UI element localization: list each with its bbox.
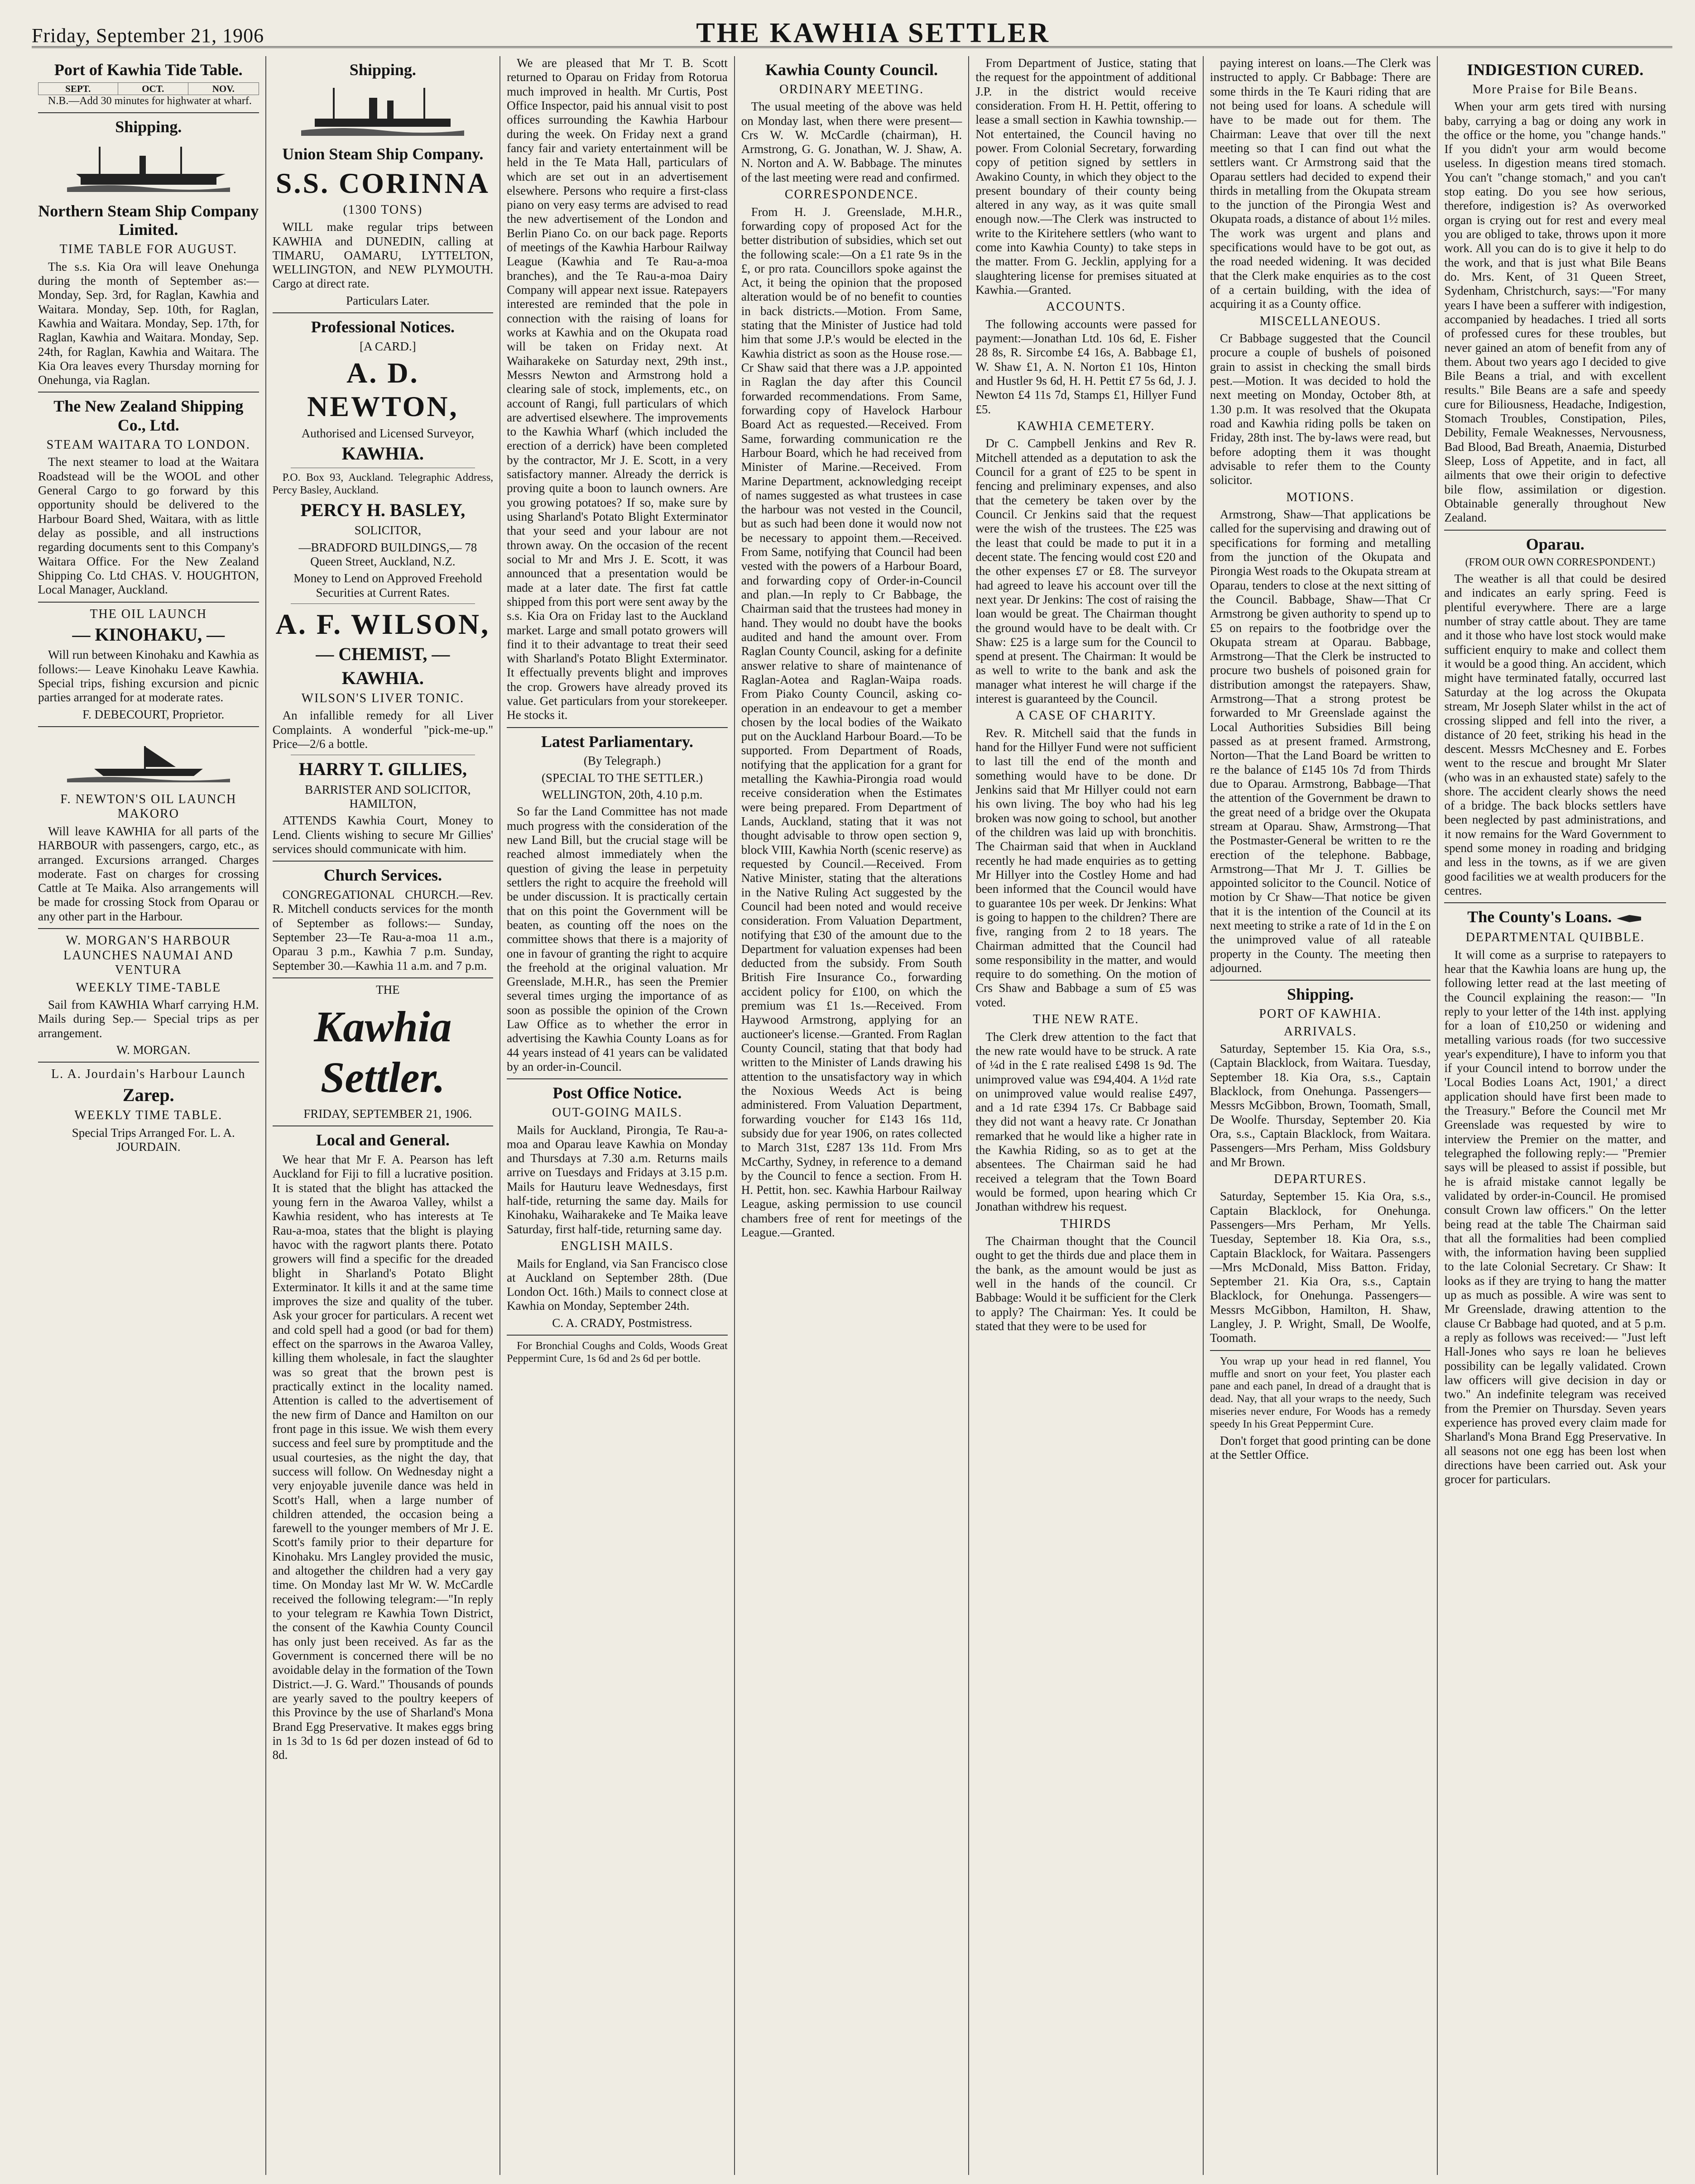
column-6 (1204, 56, 1438, 2175)
jourdain-title: L. A. Jourdain's Harbour Launch (51, 1067, 246, 1082)
county-loans-subtitle: DEPARTMENTAL QUIBBLE. (1465, 930, 1645, 945)
divider (1210, 1350, 1431, 1351)
divider (273, 861, 494, 862)
column-5 (969, 56, 1204, 2175)
morgan-launch-title: W. MORGAN'S HARBOUR LAUNCHES NAUMAI AND VENTURA (63, 934, 234, 977)
column-1 (32, 56, 266, 2175)
column-2 (266, 56, 501, 2175)
professional-notices-title: Professional Notices. (311, 318, 455, 336)
new-rate-body: The Clerk drew attention to the fact that the new rate would have to be struck. A rate of ¼d in the £ rate realised £498 1s 9d. The unimproved value was £94,404. A 1½d rate on unimproved value would realise £497, and a 1d rate £394 17s. Cr Babbage said they did not want a heavy rate. Cr Jonathan remarked that he would like a higher rate in the Kawhia Riding, so as to get at the absentees. The Chairman said he had received a telegram that the Town Board would be formed, upon hearing which Cr Jonathan withdrew his request. (975, 1030, 1196, 1214)
column-3 (500, 56, 735, 2175)
county-loans-title (1444, 908, 1666, 928)
tide-table-title: Port of Kawhia Tide Table. (54, 61, 243, 79)
council-title: Kawhia County Council. (765, 61, 938, 79)
indigestion-subtitle: More Praise for Bile Beans. (1472, 82, 1638, 96)
nameplate-date: FRIDAY, SEPTEMBER 21, 1906. (303, 1106, 472, 1121)
newton-launch-title: F. NEWTON'S OIL LAUNCH MAKORO (60, 792, 237, 821)
accounts-heading: ACCOUNTS. (1046, 300, 1126, 314)
divider (38, 392, 259, 393)
basley-role: SOLICITOR, (354, 523, 421, 537)
council-subtitle: ORDINARY MEETING. (779, 82, 924, 96)
morgan-body: Sail from KAWHIA Wharf carrying H.M. Mails during Sep.— Special trips as per arrangement. (38, 997, 259, 1040)
jourdain-launch-name: Zarep. (122, 1084, 174, 1105)
parliamentary-special: (SPECIAL TO THE SETTLER.) (541, 771, 703, 785)
launch-illustration (67, 733, 230, 787)
wilson-name: A. F. WILSON, (275, 608, 490, 640)
post-office-title: Post Office Notice. (552, 1084, 682, 1102)
basley-name: PERCY H. BASLEY, (300, 499, 466, 520)
english-mails-title: ENGLISH MAILS. (561, 1239, 674, 1254)
charity-heading: A CASE OF CHARITY. (1015, 709, 1157, 723)
basley-address: —BRADFORD BUILDINGS,— 78 Queen Street, Auckland, N.Z. (298, 540, 477, 568)
misc-heading: MISCELLANEOUS. (1259, 314, 1381, 328)
english-mails-body: Mails for England, via San Francisco close at Auckland on September 28th. (Due London Oct. 16th.) Mails to connect close at Kawhia on Monday, September 24th. (507, 1256, 728, 1313)
pointing-hand-icon (1616, 910, 1643, 928)
divider (38, 112, 259, 113)
jourdain-timetable-heading: WEEKLY TIME TABLE. (74, 1108, 223, 1123)
arrivals-body: Saturday, September 15. Kia Ora, s.s., (Captain Blacklock, from Waitara. Tuesday, September 18. Kia Ora, s.s., Captain Blacklock, from Onehunga. Passengers—Messrs McGibbon, Brown, Toomath, Small, De Woolfe. Thursday, September 20. Kia Ora, s.s., Captain Blacklock, from Waitara. Passengers—Mrs Perham, Miss Goldsbury and Mr Brown. (1210, 1042, 1431, 1169)
shipping-title: Shipping. (349, 61, 416, 79)
corinna-body: WILL make regular trips between KAWHIA and DUNEDIN, calling at TIMARU, OAMARU, LYTTELTON, WELLINGTON, and NEW PLYMOUTH. Cargo at direct rate. (272, 220, 494, 291)
divider (1444, 902, 1666, 903)
corinna-particulars: Particulars Later. (346, 293, 430, 307)
wilson-role: — CHEMIST, — (316, 644, 450, 665)
oparau-body: The weather is all that could be desired and indicates an early spring. Feed is plentiful everywhere. There are a large number of stray cattle about. They are tame and it those who have lost stock would make sufficient enquiry to make and collect them it would be a good thing. An accident, which might have terminated fatally, occurred last Saturday at the log across the Okupata stream, Mr Joseph Slater whilst in the act of crossing slipped and fell into the river, a distance of 20 feet, striking his head in the descent. Messrs McChesney and E. Forbes went to the rescue and brought Mr Slater (who was in an exhausted state) safely to the shore. The accident clearly shows the need of a bridge. The back blocks settlers have been neglected by past administrations, and it now remains for the Ward Government to spend some money in roading and bridging and less in the towns, as if we are given good facilities we at wealth producers for the centres. (1444, 572, 1666, 898)
column-4 (735, 56, 970, 2175)
wilson-body: An infallible remedy for all Liver Complaints. A wonderful "pick-me-up." Price—2/6 a bottle. (272, 709, 494, 751)
parliamentary-body: So far the Land Committee has not made much progress with the consideration of the new Land Bill, but the crucial stage will be reached almost immediately when the question of giving the lease in perpetuity settlers the right to acquire the freehold will be under discussion. It is practically certain that on this point the Government will be beaten, as counting off the noes on the committee shows that there is a majority of one in favour of granting the right to acquire the freehold at the original valuation. Mr Greenslade, M.H.R., has seen the Premier several times urging the importance of as soon as possible the opinion of the Crown Law Office as to whether the error in advertising the Kawhia County Loans as for 44 years instead of 41 years can be validated by an order-in-Council. (507, 805, 728, 1073)
gillies-body: ATTENDS Kawhia Court, Money to Lend. Clients wishing to secure Mr Gillies' services should communicate with him. (272, 814, 494, 856)
jourdain-footer: Special Trips Arranged For. L. A. JOURDAIN. (72, 1126, 235, 1154)
arrivals-heading: ARRIVALS. (1283, 1024, 1357, 1039)
cemetery-body: Dr C. Campbell Jenkins and Rev R. Mitchell attended as a deputation to ask the Council for a grant of £25 to be spent in fencing and preliminary expenses, and also that the cemetery be taken over by the Council. Cr Jenkins said that the request were the wish of the trustees. The £25 was the least that could be made to put it in a decent state. The fencing would cost £20 and the other expenses £7 or £8. The surveyor had agreed to leave his account over till the next year. Dr Jenkins: The cost of raising the loan would be great. The Chairman thought the ground would have to be dealt with. Cr Shaw: £25 is a large sum for the Council to spend at present. The Chairman: It would be as well to write to the bank and ask the manager what interest he will charge if the interest is guaranteed by the Council. (975, 436, 1196, 706)
nss-company-name: Northern Steam Ship Company Limited. (38, 201, 259, 239)
post-office-subtitle: OUT-GOING MAILS. (552, 1106, 682, 1120)
parliamentary-dateline: WELLINGTON, 20th, 4.10 p.m. (542, 788, 703, 802)
local-news-body: We are pleased that Mr T. B. Scott returned to Oparau on Friday from Rotorua much improved in health. Mr Curtis, Post Office Inspector, paid his annual visit to post offices surrounding the Kawhia Harbour during the week. On Friday next a grand fancy fair and variety entertainment will be held in the Te Mata Hall, particulars of which are set out in an advertisement elsewhere. Persons who require a first-class piano on very easy terms are advised to read the new advertisement of the London and Berlin Piano Co. on our back page. Reports of meetings of the Kawhia Harbour Railway League (Kawhia and Te Rau-a-moa branches), and the Te Rau-a-moa Dairy Company will appear next issue. Ratepayers interested are reminded that the pole in connection with the raising of loans for works at Kawhia and on the Okupata road will be taken on Friday next. At Waiharakeke on Saturday next, 29th inst., Messrs Newton and Armstrong hold a clearing sale of stock, implements, etc., on account of Rangi, full particulars of which are advertised elsewhere. The improvements to the Kawhia Wharf (which included the erection of a derrick) have been completed by the contractor, Mr J. E. Scott, in a very satisfactory manner. Already the derrick is proving quite a boon to launch owners. Are you growing potatoes? If so, make sure by using Sharland's Potato Blight Exterminator that your seed and your labour are not thrown away. On the occasion of the recent social to Mr and Mrs J. E. Scott, it was announced that a presentation would be made at a later date. The first fat cattle shipped from this port were sent away by the s.s. Kia Ora on Friday last to the Auckland market. Large and small potato growers will find it to their advantage to treat their seed with Sharland's Potato Blight Exterminator. It effectually prevents blight and improves the crop. Growers have already proved its value. Get particulars from your storekeeper. He stocks it. (507, 56, 728, 722)
accounts-body: The following accounts were passed for payment:—Jonathan Ltd. 10s 6d, E. Fisher 28 8s, R. Sircombe £4 16s, A. Babbage £1, W. Shaw £1, A. N. Norton £1 10s, Hinton and Hustler 9s 6d, H. H. Pettit £7 5s 6d, J. J. Newton £4 11s 7d, Stamps £1, Hillyer Fund £5. (975, 317, 1196, 416)
shipping-title: Shipping. (115, 117, 182, 136)
nz-shipping-title: The New Zealand Shipping Co., Ltd. (53, 397, 244, 435)
council-correspondence: From H. J. Greenslade, M.H.R., forwarding copy of proposed Act for the better distribution of subsidies, which set out the following scale:—On a £1 rate 9s in the £, or pro rata. Councillors spoke against the Act, it being the opinion that the proposed alteration would be of no benefit to counties in back districts.—Motion. From Same, stating that the Minister of Justice had told him that some J.P.'s would be elected in the Kawhia district as soon as the House rose.—Cr Shaw said that there was a J.P. appointed in Raglan the day after this Council forwarded recommendations. From Same, forwarding copy of Havelock Harbour Board Act as requested.—Received. From Same, forwarding communication re the Harbour Board, which he had received from Minister of Marine.—Received. From Marine Department, acknowledging receipt of names suggested as what trustees in case the harbour was not vested in the Council, but as such had been done it would now not be necessary to appoint them.—Received. From Same, notifying that Council had been vested with the powers of a Harbour Board, and forwarding copy of Order-in-Council and plan.—In reply to Cr Babbage, the Chairman said that the trustees had money in hand. They would no doubt have the books audited and hand the amount over. From Raglan County Council, asking for a definite answer relative to share of maintenance of Raglan-Aotea and Raglan-Waipa roads. From Piako County Council, asking co-operation in an endeavour to get a member chosen by the local bodies of the Waikato put on the Auckland Harbour Board.—To be supported. From Department of Roads, notifying that the application for a grant for metalling the Kawhia-Pirongia road would receive consideration when the Estimates were being prepared. From Department of Lands, Auckland, stating that it was not thought advisable to throw open section 9, block VIII, Kawhia North (scenic reserve) as requested by Council.—Received. From Native Minister, stating that the alterations in the Native Ruling Act suggested by the Council had been noted and would receive consideration. From Valuation Department, notifying that £30 of the amount due to the Department for valuation expenses had been deducted from the subsidy. From South British Fire Insurance Co., forwarding accident policy for £100, on which the premium was £1 1s.—Received. From Haywood Armstrong, applying for an auctioneer's license.—Granted. From Raglan County Council, stating that that body had written to the Minister of Lands drawing his attention to the unsatisfactory way in which the Noxious Weeds Act is being administered. From Valuation Department, forwarding voucher for £143 16s 11d, subsidy due for year 1906, on rates collected to March 31st, £287 13s 11d. From Mrs McCarthy, Sydney, in reference to a demand by the Council to fence a section. From H. H. Pettit, hon. sec. Kawhia Harbour Railway League, asking permission to use council chambers free of rent for meetings of the League.—Granted. (741, 205, 962, 1240)
county-loans-body: It will come as a surprise to ratepayers to hear that the Kawhia loans are hung up, the following letter read at the last meeting of the Council explaining the reason:— "In reply to your letter of the 14th inst. applying for a loan of £10,250 or widening and metalling various roads (for two successive year's expenditure), I have to inform you that if your Council intend to borrow under the 'Local Bodies Loans Act, 1901,' a direct application should have first been made to the Treasury." Before the Council met Mr Greenslade was requested by wire to interview the Premier on the matter, and telegraphed the following reply:— "Premier says will be pleased to assist if possible, but he is afraid mistake cannot legally be validated by order-in-Council. He promised consult Crown law officers." On the letter being read at the table The Chairman said that all the formalities had been complied with, the information having been supplied to the late Colonial Secretary. Cr Shaw: It looks as if they are trying to hang the matter up as much as possible. A wire was sent to Mr Greenslade, drawing attention to the clause Cr Babbage had quoted, and at 5 p.m. a reply as follows was received:— "Just left Hall-Jones who says re loan he believes possibility can be legally validated. Crown law officers will give decision in day or two." An indefinite telegram was received from the Premier on Thursday. Seven years experience has proved every claim made for Sharland's Mona Brand Egg Preservative. In all seasons not one egg has been lost when directions have been carried out. Ask your grocer for particulars. (1444, 948, 1666, 1486)
newton-town: KAWHIA. (341, 443, 424, 464)
divider (38, 928, 259, 929)
nss-timetable-heading: TIME TABLE FOR AUGUST. (59, 242, 237, 257)
divider (38, 1062, 259, 1063)
cemetery-heading: KAWHIA CEMETERY. (1017, 419, 1155, 433)
divider (38, 602, 259, 603)
peppermint-ad: For Bronchial Coughs and Colds, Woods Great Peppermint Cure, 1s 6d and 2s 6d per bottle. (507, 1340, 728, 1365)
tide-header-nov: NOV. (188, 82, 259, 95)
masthead (32, 17, 1672, 48)
shipping-news-title: Shipping. (1287, 985, 1354, 1004)
divider (38, 726, 259, 727)
wilson-tonic: WILSON'S LIVER TONIC. (301, 691, 465, 705)
church-title: Church Services. (323, 866, 442, 885)
parliamentary-byline: (By Telegraph.) (583, 754, 661, 768)
morgan-sign: W. MORGAN. (116, 1043, 191, 1057)
gillies-role: BARRISTER AND SOLICITOR, HAMILTON, (305, 782, 471, 811)
peppermint-verse: You wrap up your head in red flannel, You muffle and snort on your feet, You plaster each pane and each panel, In dread of a draught that is dead. Nay, that all your wraps to the needy, Such miseries never endure, For Woods has a remedy speedy In his Great Peppermint Cure. (1210, 1355, 1431, 1430)
steamship-illustration (67, 142, 230, 196)
indigestion-title: INDIGESTION CURED. (1467, 61, 1644, 79)
correspondence-heading: CORRESPONDENCE. (784, 187, 919, 202)
post-office-body: Mails for Auckland, Pirongia, Te Rau-a-moa and Oparau leave Kawhia on Monday and Thursdays at 7.30 a.m. Returns mails arrive on Tuesdays and Fridays at 3.15 p.m. Mails for Hauturu leave Wednesdays, first half-tide, returning the same day. Mails for Kinohaku, Waiharakeke and Te Maika leave Saturday, first half-tide, returning same day. (507, 1123, 728, 1236)
divider (507, 727, 728, 728)
newton-role: Authorised and Licensed Surveyor, (301, 426, 475, 440)
corinna-tons: (1300 TONS) (343, 202, 423, 217)
newton-launch-body: Will leave KAWHIA for all parts of the HARBOUR with passengers, cargo, etc., as arranged. Excursions arranged. Charges moderate. Fast on charges for crossing Cattle at Te Maika. Also arrangements will be made for crossing Stock from Oparau or any other part in the Harbour. (38, 824, 259, 923)
parliamentary-title: Latest Parliamentary. (541, 732, 693, 751)
divider (1210, 980, 1431, 981)
council-continued: From Department of Justice, stating that the request for the appointment of additional J.P. in the district would receive consideration. From H. H. Pettit, offering to lease a small section in Kawhia township.—Not entertained, the Council having no power. From Colonial Secretary, forwarding copy of petition signed by settlers in Awakino County, in which they object to the present boundary of their county being altered in any way, as it was quite small enough now.—The Clerk was instructed to write to the Kiritehere settlers (who want to come into Kawhia County) to take steps in the matter. From G. Jecklin, applying for a slaughtering license for premises situated at Kawhia.—Granted. (975, 56, 1196, 297)
indigestion-body: When your arm gets tired with nursing baby, carrying a bag or doing any work in the office or the home, you "change hands." If you didn't your arm would become useless. In digestion means tired stomach. You can't "change stomach," and you can't stop eating. Do you see how serious, therefore, indigestion is? As overworked organ is crying out for rest and every meal you are obliged to take, throws upon it more work. All you can do is to give it help to do the work, and that is just what Bile Beans do. Mrs. Kent, of 31 Queen Street, Sydenham, Christchurch, says:—"For many years I have been a sufferer with indigestion, accompanied by headaches. I tried all sorts of professed cures for these troubles, but never gained an atom of benefit from any of them. About two years ago I decided to give Bile Beans a trial, and with excellent results." Bile Beans are a safe and speedy cure for Biliousness, Headache, Indigestion, Stomach Troubles, Constipation, Piles, Debility, Female Weaknesses, Nervousness, Bad Blood, Bad Breath, Anaemia, Disturbed Sleep, Loss of Appetite, and in fact, all ailments that owe their origin to defective bile flow, assimilation or digestion. Obtainable generally throughout New Zealand. (1444, 100, 1666, 525)
local-general-body: We hear that Mr F. A. Pearson has left Auckland for Fiji to fill a lucrative position. It is stated that the blight has attacked the young fern in the Awaroa Valley, whilst a Kawhia resident, who has interests at Te Rau-a-moa, states that the blight is playing havoc with the ragwort plants there. Potato growers will find a specific for the dreaded blight in Sharland's Potato Blight Exterminator. It kills it and at the same time improves the size and quality of the tuber. Ask your grocer for particulars. A recent wet and cold spell had a good (or bad for them) effect on the sparrows in the Awaroa Valley, killing them wholesale, in fact the slaughter was so great that the brown pest is practically extinct in the locality named. Attention is called to the advertisement of the new firm of Dance and Hamilton on our front page in this issue. We wish them every success and feel sure by promptitude and the usual courtesies, as the night the day, that success will follow. On Wednesday night a very enjoyable juvenile dance was held in Scott's Hall, when a large number of children attended, the occasion being a farewell to the younger members of Mr J. E. Scott's family prior to their departure for Kinohaku. Mrs Langley provided the music, and altogether the children had a very gay time. On Monday last Mr W. W. McCardle received the following telegram:—"In reply to your telegram re Kawhia Town District, the consent of the Kawhia County Council has only just been received. As far as the Government is concerned there will be no avoidable delay in the formation of the Town District.—J. G. Ward." Thousands of pounds are yearly saved to the poultry keepers of this Province by the use of Sharland's Mona Brand Egg Preservative. It makes eggs bring in 1s 3d to 1s 6d per dozen instead of 6d to 8d. (272, 1153, 494, 1762)
divider (273, 312, 494, 313)
basley-note: Money to Lend on Approved Freehold Securities at Current Rates. (293, 571, 482, 599)
nz-shipping-subtitle: STEAM WAITARA TO LONDON. (46, 437, 250, 452)
departures-body: Saturday, September 15. Kia Ora, s.s., Captain Blacklock, for Onehunga. Passengers—Mrs Perham, Mr Yells. Tuesday, September 18. Kia Ora, s.s., Captain Blacklock, for Waitara. Passengers—Mrs McDonald, Miss Batton. Friday, September 21. Kia Ora, s.s., Captain Blacklock, for Onehunga. Passengers—Messrs McGibbon, Hamilton, H. Shaw, Langley, J. P. Wright, Small, De Woolfe, Toomath. (1210, 1189, 1431, 1345)
motions-body: Armstrong, Shaw—That applications be called for the supervising and drawing out of specifications for forming and metalling from the junction of the Okupata and Pirongia West roads to the Okupata stream at Oparau, tenders to close at the next sitting of the Council. Babbage, Shaw—That Cr Armstrong be given authority to spend up to £5 on repairs to the footbridge over the Okupata stream at Oparau. Babbage, Armstrong—That the Clerk be instructed to procure two bushels of poisoned grain for distribution amongst the ratepayers. Shaw, Armstrong—That a strong protest be forwarded to Mr Greenslade against the Local Authorities Subsidies Bill being passed as at present framed. Armstrong, Norton—That the Land Board be written to re the balance of £145 10s 7d from Thirds due to Oparau. Armstrong, Babbage—That the attention of the Government be drawn to the great need of a bridge over the Okupata stream at Oparau. Shaw, Armstrong—That the Postmaster-General be written to re the erection of the telephone. Babbage, Armstrong—That Mr J. T. Gillies be appointed solicitor to the Council. Notice of motion by Cr Shaw—That notice be given that it is the intention of the Council at its next meeting to strike a rate of 1d in the £ on the unimproved value of all rateable property in the County. The meeting then adjourned. (1210, 508, 1431, 975)
council-continued-2: paying interest on loans.—The Clerk was instructed to apply. Cr Babbage: There are some thirds in the Te Kauri riding that are not being used for loans. A schedule will have to be made out for them. The Chairman: Leave that over till the next meeting so that I can find out what the settlers want. Cr Armstrong said that the Oparau settlers had decided to expend their thirds in metalling from the Okupata stream to the junction of the Pirongia West and Okupata roads, a distance of about 1½ miles. The work was urgent and plans and specifications would have to be got out, as the road needed widening. It was decided that the Clerk make enquiries as to the cost of a certain building, with the idea of acquiring it as a County office. (1210, 56, 1431, 311)
tide-note: N.B.—Add 30 minutes for highwater at wharf. (48, 95, 252, 107)
oil-launch-body: Will run between Kinohaku and Kawhia as follows:— Leave Kinohaku Leave Kawhia. Special trips, fishing excursion and picnic parties arranged for at moderate rates. (38, 648, 259, 704)
new-rate-heading: THE NEW RATE. (1032, 1012, 1139, 1027)
misc-body: Cr Babbage suggested that the Council procure a couple of bushels of poisoned grain to assist in checking the small birds pest.—Motion. It was decided to hold the next meeting on Monday, October 8th, at 1.30 p.m. It was resolved that the Okupata road and Kawhia riding polls be taken on Friday, 28th inst. The by-laws were read, but before adopting them it was thought advisable to refer them to the County solicitor. (1210, 331, 1431, 487)
tide-table (38, 82, 259, 95)
columns (32, 56, 1672, 2175)
paper-title: THE KAWHIA SETTLER (696, 18, 1050, 48)
oil-launch-name: — KINOHAKU, — (72, 624, 225, 645)
thirds-body: The Chairman thought that the Council ought to get the thirds due and place them in the bank, as the amount would be just as well in the hands of the council. Cr Babbage: Would it be sufficient for the Clerk to apply? The Chairman: Yes. It could be stated that they were to be used for (975, 1234, 1196, 1333)
column-7 (1438, 56, 1672, 2175)
divider (1444, 530, 1666, 531)
county-loans-title-text: The County's Loans. (1467, 908, 1612, 926)
newton-name: A. D. NEWTON, (307, 357, 459, 423)
usc-name: Union Steam Ship Company. (282, 144, 484, 163)
divider (507, 1335, 728, 1336)
oil-launch-title: THE OIL LAUNCH (90, 607, 207, 621)
divider (291, 603, 475, 604)
printing-ad: Don't forget that good printing can be done at the Settler Office. (1210, 1433, 1431, 1461)
basley-address-line: P.O. Box 93, Auckland. Telegraphic Address, Percy Basley, Auckland. (272, 472, 494, 497)
charity-body: Rev. R. Mitchell said that the funds in hand for the Hillyer Fund were not sufficient to last till the end of the month and something would have to be done. Dr Jenkins said that Mr Hillyer could not earn his own living. The boy who had his leg broken was now going to school, but another of the children was laid up with bronchitis. The Chairman said that when in Auckland recently he had made enquiries as to getting Mr Hillyer into the Costley Home and had been informed that the Council would have to guarantee 10s per week. Dr Jenkins: What is going to happen to the children? There are five, ranging from 2 to 18 years. The Chairman admitted that the Council had some responsibility in the matter, and would require to do something. On the motion of Crs Shaw and Babbage a sum of £5 was voted. (975, 726, 1196, 1009)
wilson-town: KAWHIA. (341, 667, 424, 688)
card-label: [A CARD.] (360, 339, 416, 353)
tide-header-sept: SEPT. (38, 82, 118, 95)
thirds-heading: THIRDS (1060, 1217, 1112, 1231)
nameplate: Kawhia Settler. (314, 1002, 452, 1102)
nz-shipping-body: The next steamer to load at the Waitara Roadstead will be the WOOL and other General Cargo to go forward by this opportunity should be delivered to the Harbour Board Shed, Waitara, with as little delay as possible, and all instructions regarding documents sent to this Company's Waitara Office. For the New Zealand Shipping Co. Ltd CHAS. V. HOUGHTON, Local Manager, Auckland. (38, 455, 259, 597)
oil-launch-owner: F. DEBECOURT, Proprietor. (82, 707, 225, 721)
corinna-name: S.S. CORINNA (275, 167, 490, 199)
local-general-title: Local and General. (316, 1131, 450, 1149)
nss-body: The s.s. Kia Ora will leave Onehunga during the month of September as:— Monday, Sep. 3rd, for Raglan, Kawhia and Waitara. Monday, Sep. 10th, for Raglan, Kawhia and Waitara. Monday, Sep. 17th, for Raglan, Kawhia and Waitara. Monday, Sep. 24th, for Raglan, Kawhia and Waitara. The Kia Ora leaves every Thursday morning for Onehunga, via Raglan. (38, 259, 259, 387)
port-heading: PORT OF KAWHIA. (1259, 1007, 1382, 1021)
issue-date: Friday, September 21, 1906 (32, 24, 264, 47)
council-intro: The usual meeting of the above was held on Monday last, when there were present—Crs W. W. McCardle (chairman), H. Armstrong, G. G. Jonathan, W. J. Shaw, A. N. Norton and A. W. Babbage. The minutes of the last meeting were read and confirmed. (741, 100, 962, 184)
motions-heading: MOTIONS. (1286, 490, 1354, 504)
gillies-name: HARRY T. GILLIES, (298, 759, 467, 780)
morgan-timetable-heading: WEEKLY TIME-TABLE (76, 980, 221, 995)
divider (507, 1078, 728, 1079)
nameplate-the: THE (376, 982, 400, 996)
tide-header-oct: OCT. (118, 82, 188, 95)
church-body: CONGREGATIONAL CHURCH.—Rev. R. Mitchell conducts services for the month of September as follows:— Sunday, September 23—Te Rau-a-moa 11 a.m., Oparau 3 p.m., Kawhia 7 p.m. Sunday, September 30.—Kawhia 11 a.m. and 7 p.m. (272, 888, 494, 972)
oparau-byline: (FROM OUR OWN CORRESPONDENT.) (1465, 556, 1656, 569)
english-mails-sign: C. A. CRADY, Postmistress. (552, 1316, 692, 1330)
oparau-title: Oparau. (1526, 535, 1585, 553)
steamship-illustration (301, 85, 464, 139)
divider (273, 977, 494, 978)
departures-heading: DEPARTURES. (1274, 1172, 1367, 1186)
